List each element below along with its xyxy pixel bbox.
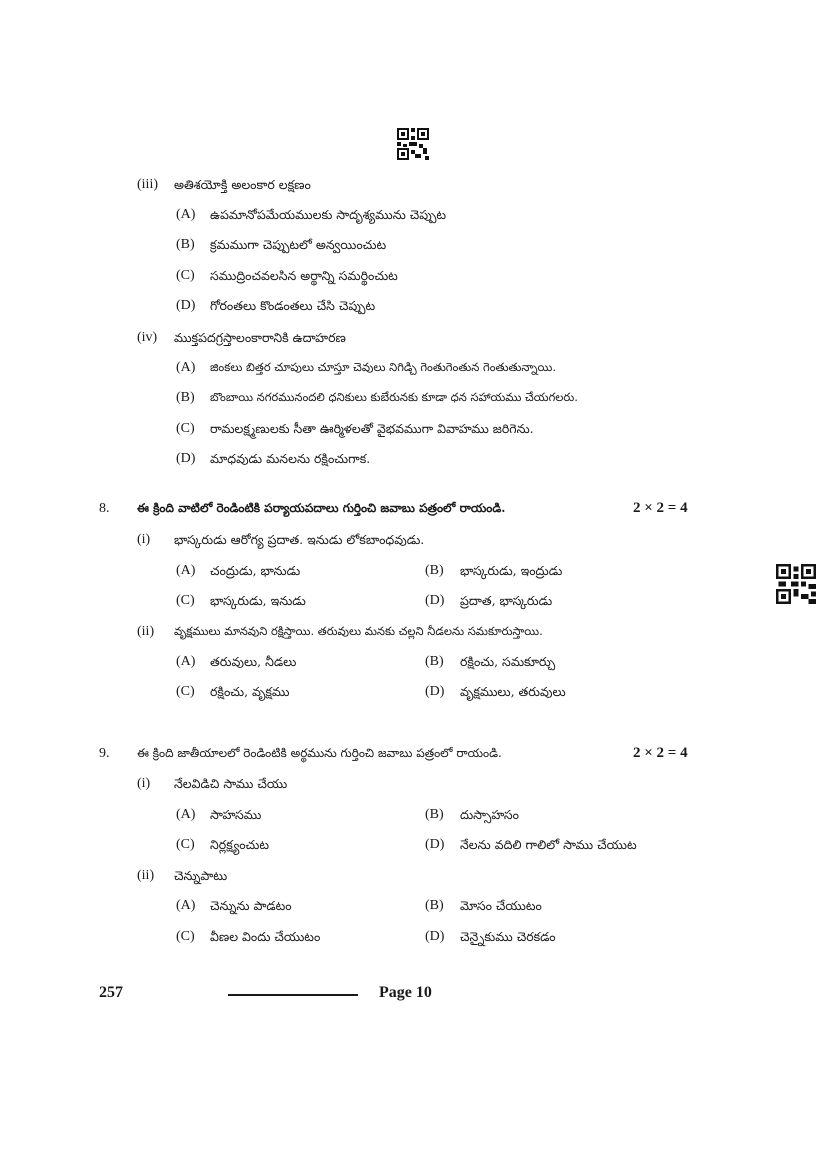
option-label: (B) bbox=[425, 654, 444, 669]
option-text: మాధవుడు మనలను రక్షించుగాక. bbox=[210, 451, 371, 466]
question-stem: వృక్షములు మానవుని రక్షిస్తాయి. తరువులు మనకు చల్లని నీడలను సమకూరుస్తాయి. bbox=[174, 624, 543, 638]
part-number: (iii) bbox=[137, 177, 158, 192]
option-label: (A) bbox=[176, 207, 196, 222]
question-stem: చెన్నుపాటు bbox=[174, 868, 228, 883]
option-text: నేలను వదిలి గాలిలో సాము చేయుట bbox=[460, 837, 637, 852]
option-text: తరువులు, నీడలు bbox=[210, 654, 297, 669]
option-text: వృక్షములు, తరువులు bbox=[460, 684, 566, 699]
option-text: రక్షించు, సమకూర్చు bbox=[460, 654, 556, 669]
marks: 2 × 2 = 4 bbox=[633, 500, 688, 516]
option-text: ప్రదాత, భాస్కరుడు bbox=[460, 593, 553, 608]
part-number: (iv) bbox=[137, 330, 158, 345]
question-stem: భాస్కరుడు ఆరోగ్య ప్రదాత. ఇనుడు లోకబాంధవుడు. bbox=[174, 532, 425, 547]
question-instruction: ఈ క్రింది వాటిలో రెండింటికి పర్యాయపదాలు గుర్తించి జవాబు పత్రంలో రాయండి. bbox=[137, 501, 506, 515]
option-label: (A) bbox=[176, 563, 196, 578]
part-number: (i) bbox=[137, 532, 151, 547]
option-text: చెన్నును పాడటం bbox=[210, 898, 292, 913]
option-text: రక్షించు, వృక్షము bbox=[210, 684, 290, 699]
option-label: (C) bbox=[176, 837, 195, 852]
option-text: సముద్రించవలసిన అర్థాన్ని సమర్థించుట bbox=[210, 268, 398, 283]
option-text: నిర్లక్ష్యంచుట bbox=[210, 837, 270, 852]
question-number: 8. bbox=[99, 501, 110, 516]
option-text: భాస్కరుడు, ఇనుడు bbox=[210, 593, 306, 608]
option-text: రామలక్ష్మణులకు సీతా ఊర్మిళలతో వైభవముగా వివాహము జరిగెను. bbox=[210, 421, 534, 436]
option-label: (C) bbox=[176, 684, 195, 699]
question-instruction: ఈ క్రింది జాతీయాలలో రెండింటికి అర్థమును గుర్తించి జవాబు పత్రంలో రాయండి. bbox=[137, 746, 502, 760]
option-label: (C) bbox=[176, 421, 195, 436]
page-number: Page 10 bbox=[379, 984, 432, 1001]
option-label: (C) bbox=[176, 929, 195, 944]
option-text: చంద్రుడు, భానుడు bbox=[210, 563, 301, 578]
option-label: (C) bbox=[176, 593, 195, 608]
option-text: ఉపమానోపమేయములకు సాదృశ్యమును చెప్పుట bbox=[210, 207, 447, 222]
option-label: (C) bbox=[176, 268, 195, 283]
question-stem: అతిశయోక్తి అలంకార లక్షణం bbox=[174, 177, 311, 192]
option-label: (A) bbox=[176, 898, 196, 913]
part-number: (ii) bbox=[137, 624, 155, 639]
option-label: (B) bbox=[176, 390, 195, 405]
option-label: (D) bbox=[425, 593, 445, 608]
marks: 2 × 2 = 4 bbox=[633, 745, 688, 761]
option-label: (B) bbox=[176, 237, 195, 252]
option-text: దుస్సాహసం bbox=[460, 807, 520, 822]
option-label: (D) bbox=[176, 451, 196, 466]
option-label: (B) bbox=[425, 807, 444, 822]
option-text: జింకలు బిత్తర చూపులు చూస్తూ చెవులు నిగిడ్చి గెంతుగెంతున గెంతుతున్నాయి. bbox=[210, 360, 556, 374]
option-label: (D) bbox=[425, 929, 445, 944]
option-text: సాహసము bbox=[210, 807, 262, 822]
option-text: మోసం చేయుటం bbox=[460, 898, 542, 913]
qr-code-icon bbox=[397, 128, 429, 160]
option-text: చెన్నైకుము చెరకడం bbox=[460, 929, 556, 944]
option-label: (D) bbox=[176, 298, 196, 313]
option-text: గోరంతలు కొండంతలు చేసి చెప్పుట bbox=[210, 298, 376, 313]
option-text: వీణల విందు చేయుటం bbox=[210, 929, 321, 944]
option-text: బొంబాయి నగరమునందలి ధనికులు కుబేరునకు కూడా ధన సహాయము చేయగలరు. bbox=[210, 390, 578, 404]
option-label: (B) bbox=[425, 563, 444, 578]
part-number: (i) bbox=[137, 776, 151, 791]
option-label: (A) bbox=[176, 807, 196, 822]
question-stem: ముక్తపదగ్రస్తాలంకారానికి ఉదాహరణ bbox=[174, 330, 346, 345]
option-label: (D) bbox=[425, 684, 445, 699]
qr-code-icon bbox=[776, 564, 816, 604]
option-label: (B) bbox=[425, 898, 444, 913]
paper-code: 257 bbox=[99, 984, 123, 1001]
footer-divider bbox=[228, 994, 358, 996]
question-number: 9. bbox=[99, 746, 110, 761]
option-text: భాస్కరుడు, ఇంద్రుడు bbox=[460, 563, 563, 578]
option-label: (D) bbox=[425, 837, 445, 852]
part-number: (ii) bbox=[137, 868, 155, 883]
question-stem: నేలవిడిచి సాము చేయు bbox=[174, 776, 288, 791]
option-label: (A) bbox=[176, 654, 196, 669]
option-text: క్రమముగా చెప్పుటలో అన్వయించుట bbox=[210, 237, 387, 252]
option-label: (A) bbox=[176, 360, 196, 375]
